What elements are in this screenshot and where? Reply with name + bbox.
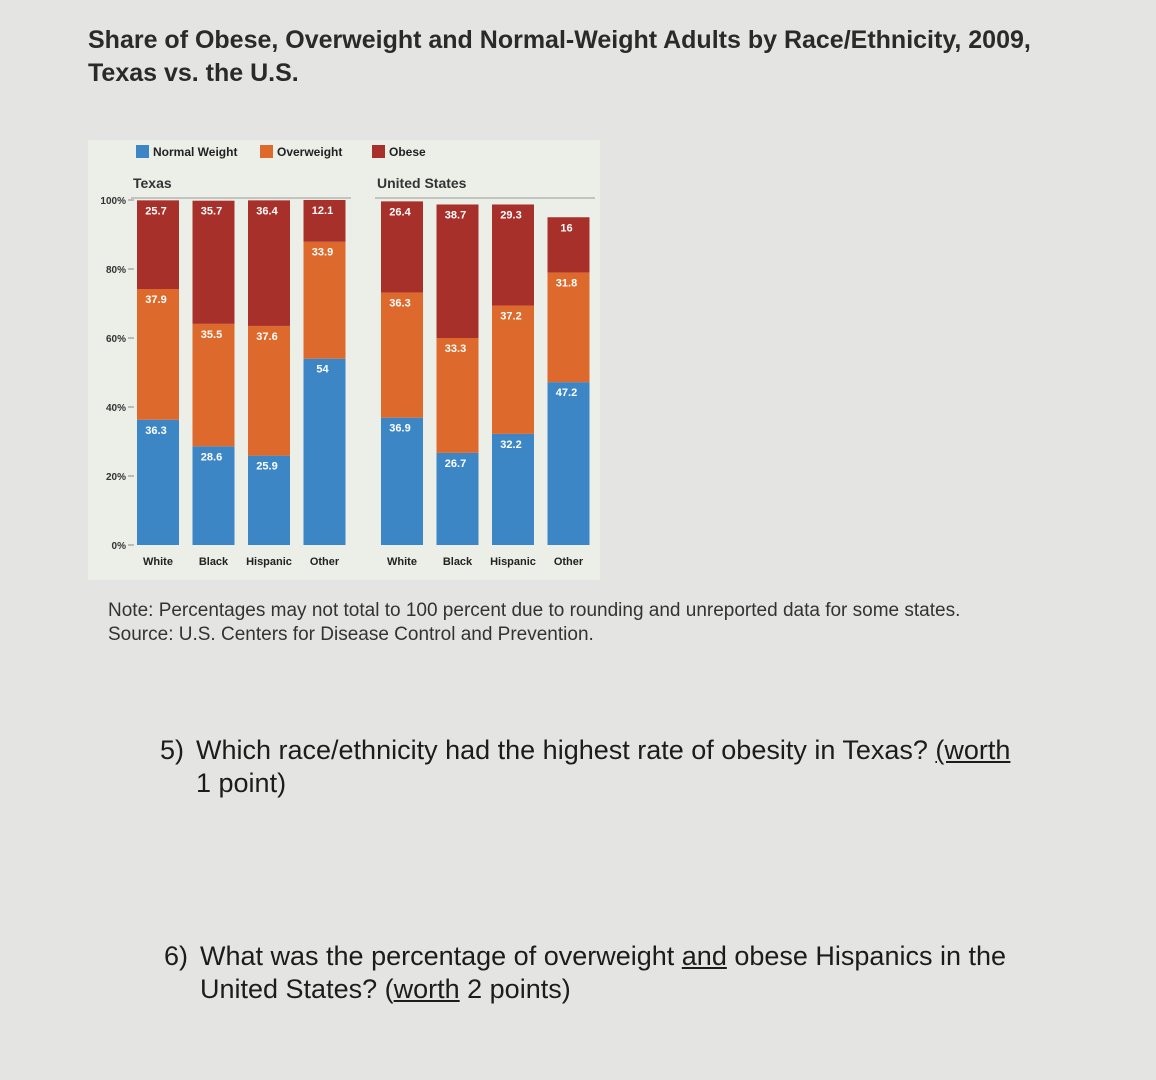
question-6-text-b: obese Hispanics in the xyxy=(726,941,1007,971)
data-label: 47.2 xyxy=(555,387,578,400)
y-tick-label: 0% xyxy=(111,541,126,552)
x-tick-label: Other xyxy=(309,556,340,568)
y-tick-label: 80% xyxy=(105,265,126,276)
legend-swatch xyxy=(136,145,149,158)
data-label: 33.9 xyxy=(311,246,334,259)
bar-segment xyxy=(437,204,479,338)
bar-segment xyxy=(381,418,423,545)
x-tick-label: Hispanic xyxy=(490,556,536,568)
y-tick-label: 20% xyxy=(105,472,126,483)
x-tick-label: Other xyxy=(553,556,584,568)
data-label: 26.7 xyxy=(444,457,467,470)
data-label: 29.3 xyxy=(500,209,522,222)
bar-segment xyxy=(193,201,235,324)
data-label: 25.7 xyxy=(145,205,167,218)
bar-segment xyxy=(248,200,290,326)
data-label: 38.7 xyxy=(444,209,467,222)
bar-segment xyxy=(137,420,179,545)
question-6-line-2-b: 2 points) xyxy=(459,974,571,1004)
title-line-2: Texas vs. the U.S. xyxy=(88,59,299,87)
bar-segment xyxy=(381,292,423,417)
data-label: 35.5 xyxy=(200,328,223,341)
question-5-number: 5) xyxy=(160,735,185,765)
data-label: 31.8 xyxy=(555,277,578,290)
chart-image xyxy=(88,140,600,580)
data-label: 54 xyxy=(316,363,329,376)
data-label: 33.3 xyxy=(444,343,467,355)
bar-segment xyxy=(193,324,235,446)
question-5-line-1 xyxy=(160,734,1100,767)
note-text: Note: Percentages may not total to 100 percent due to rounding and unreported data for some states. xyxy=(108,600,961,621)
bar-segment xyxy=(437,338,479,453)
bar-segment xyxy=(137,289,179,420)
title-line-1: Share of Obese, Overweight and Normal-Weight Adults by Race/Ethnicity, 2009, xyxy=(88,26,1031,54)
question-6-text-a: What was the percentage of overweight xyxy=(200,941,682,971)
data-label: 37.9 xyxy=(145,294,167,307)
question-6-number: 6) xyxy=(164,941,189,971)
question-6-and: and xyxy=(681,941,727,971)
legend-swatch xyxy=(372,145,385,158)
legend-label: Normal Weight xyxy=(153,145,238,159)
data-label: 28.6 xyxy=(200,451,223,464)
question-6 xyxy=(164,940,1104,1006)
data-label: 36.3 xyxy=(145,424,167,437)
data-label: 16 xyxy=(560,222,573,235)
bar-segment xyxy=(304,359,346,545)
y-tick-label: 60% xyxy=(105,334,126,345)
bar-segment xyxy=(248,326,290,456)
x-tick-label: Black xyxy=(442,556,473,568)
bar-segment xyxy=(492,306,534,434)
data-label: 35.7 xyxy=(200,205,223,218)
panel-title: Texas xyxy=(133,175,172,191)
data-label: 36.3 xyxy=(389,297,411,310)
bar-segment xyxy=(548,382,590,545)
legend-label: Obese xyxy=(389,145,426,159)
question-6-worth: worth xyxy=(393,974,460,1004)
question-5 xyxy=(160,734,1100,800)
source-text: Source: U.S. Centers for Disease Control and Prevention. xyxy=(108,624,594,645)
legend-swatch xyxy=(260,145,273,158)
question-5-line-2: 1 point) xyxy=(196,768,287,798)
stacked-bar-chart xyxy=(88,140,600,580)
data-label: 32.2 xyxy=(500,438,522,451)
x-tick-label: Hispanic xyxy=(246,556,292,568)
x-tick-label: White xyxy=(387,556,417,568)
chart-note xyxy=(108,599,960,647)
data-label: 37.6 xyxy=(256,330,278,343)
data-label: 36.4 xyxy=(256,205,278,218)
question-6-line-1 xyxy=(164,940,1104,973)
x-tick-label: White xyxy=(143,556,173,568)
question-5-worth: (worth xyxy=(935,735,1011,765)
question-6-line-2 xyxy=(164,973,1104,1006)
data-label: 37.2 xyxy=(500,310,522,323)
panel-title: United States xyxy=(377,175,467,191)
question-5-text: Which race/ethnicity had the highest rate of obesity in Texas? xyxy=(196,735,936,765)
data-label: 25.9 xyxy=(256,460,278,473)
data-label: 26.4 xyxy=(389,206,411,219)
data-label: 12.1 xyxy=(311,205,334,217)
x-tick-label: Black xyxy=(198,556,229,568)
y-tick-label: 40% xyxy=(105,403,126,414)
question-6-line-2-a: United States? ( xyxy=(200,974,394,1004)
bar-segment xyxy=(304,242,346,359)
data-label: 36.9 xyxy=(389,422,411,435)
y-tick-label: 100% xyxy=(100,196,126,207)
legend-label: Overweight xyxy=(277,145,343,159)
page-title xyxy=(88,24,1108,90)
